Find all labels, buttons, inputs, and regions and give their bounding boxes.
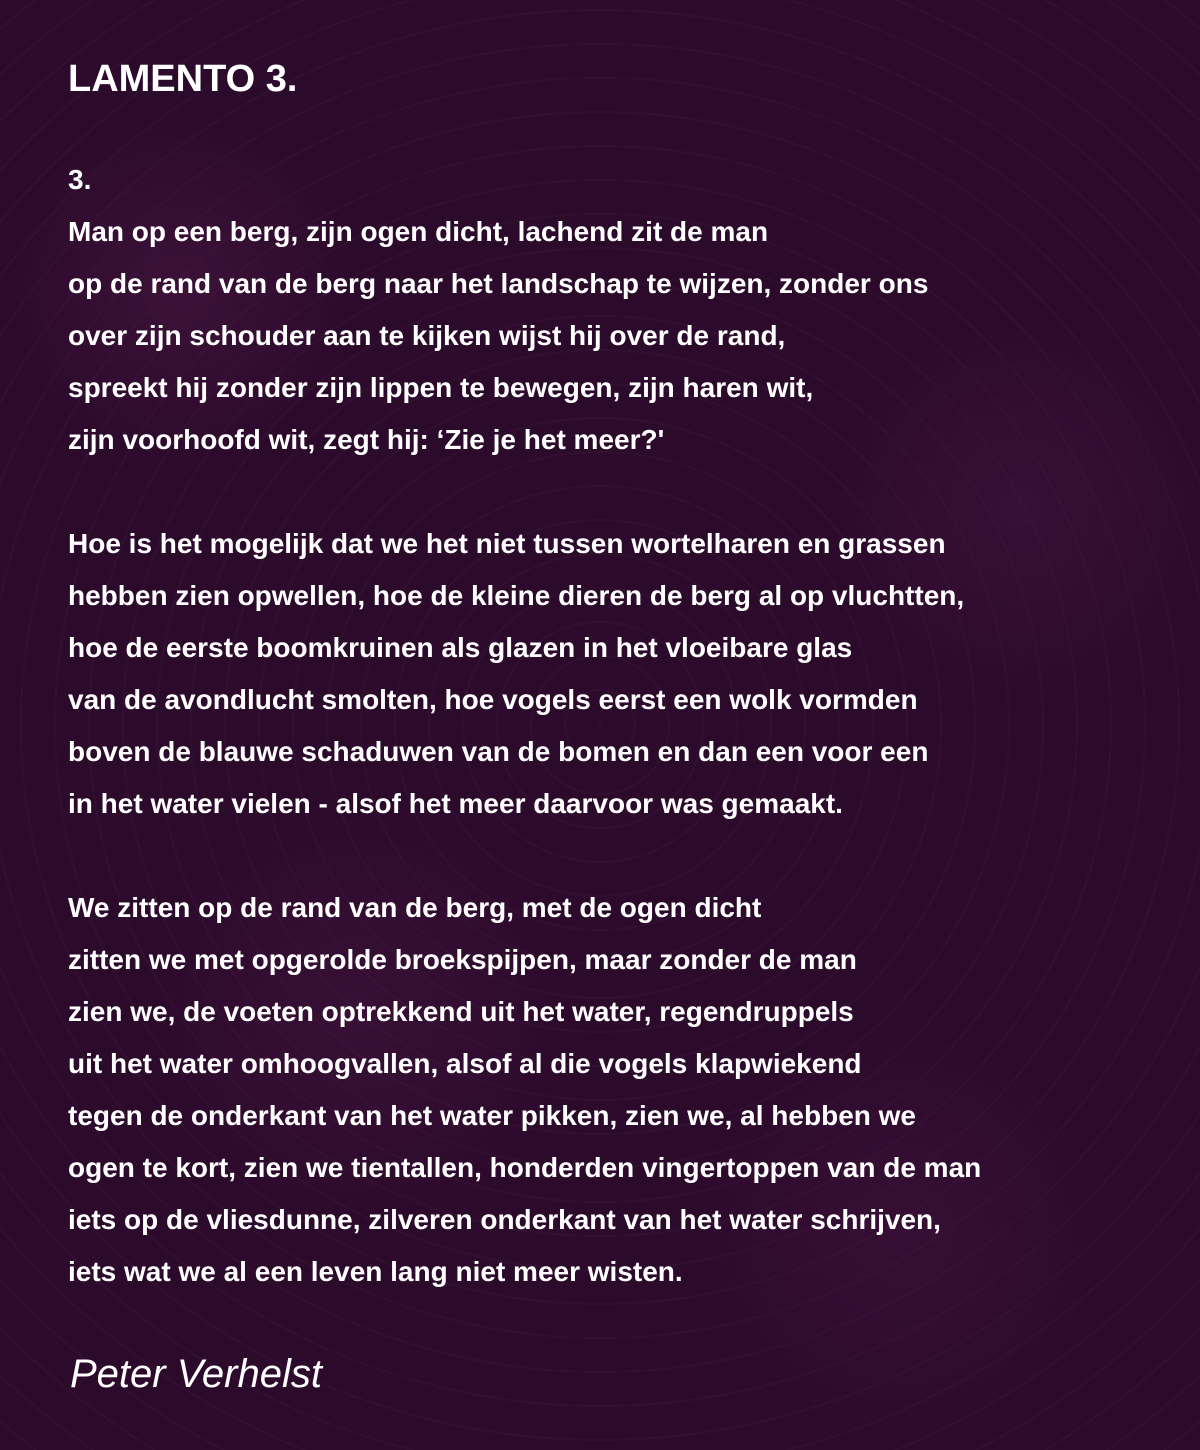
poem-line: over zijn schouder aan te kijken wijst hij over de rand, bbox=[68, 320, 786, 351]
stanza-break bbox=[68, 466, 1168, 518]
poem-title: LAMENTO 3. bbox=[68, 58, 298, 100]
poem-line: van de avondlucht smolten, hoe vogels eerst een wolk vormden bbox=[68, 684, 918, 715]
poem-line: Man op een berg, zijn ogen dicht, lachend zit de man bbox=[68, 216, 769, 247]
stanza-break bbox=[68, 830, 1168, 882]
poem-line: iets op de vliesdunne, zilveren onderkant van het water schrijven, bbox=[68, 1204, 941, 1235]
poem-line: spreekt hij zonder zijn lippen te bewegen, zijn haren wit, bbox=[68, 372, 814, 403]
poem-line: uit het water omhoogvallen, alsof al die vogels klapwiekend bbox=[68, 1048, 862, 1079]
poem-line: zijn voorhoofd wit, zegt hij: ‘Zie je het meer?' bbox=[68, 424, 665, 455]
poem-line: tegen de onderkant van het water pikken, zien we, al hebben we bbox=[68, 1100, 916, 1131]
poem-line: ogen te kort, zien we tientallen, honderden vingertoppen van de man bbox=[68, 1152, 982, 1183]
poem-line: hebben zien opwellen, hoe de kleine dieren de berg al op vluchtten, bbox=[68, 580, 965, 611]
poem-body bbox=[68, 154, 1168, 1298]
poem-line: zien we, de voeten optrekkend uit het water, regendruppels bbox=[68, 996, 854, 1027]
poem-line: boven de blauwe schaduwen van de bomen en dan een voor een bbox=[68, 736, 929, 767]
poem-line: iets wat we al een leven lang niet meer wisten. bbox=[68, 1256, 683, 1287]
poem-author: Peter Verhelst bbox=[70, 1352, 322, 1396]
poem-line: zitten we met opgerolde broekspijpen, maar zonder de man bbox=[68, 944, 857, 975]
poem-line: 3. bbox=[68, 164, 92, 195]
poem-line: Hoe is het mogelijk dat we het niet tussen wortelharen en grassen bbox=[68, 528, 946, 559]
poem-line: op de rand van de berg naar het landschap te wijzen, zonder ons bbox=[68, 268, 929, 299]
poem-line: in het water vielen - alsof het meer daarvoor was gemaakt. bbox=[68, 788, 843, 819]
poem-line: We zitten op de rand van de berg, met de ogen dicht bbox=[68, 892, 762, 923]
poem-line: hoe de eerste boomkruinen als glazen in het vloeibare glas bbox=[68, 632, 853, 663]
poem-page bbox=[68, 0, 1168, 1450]
